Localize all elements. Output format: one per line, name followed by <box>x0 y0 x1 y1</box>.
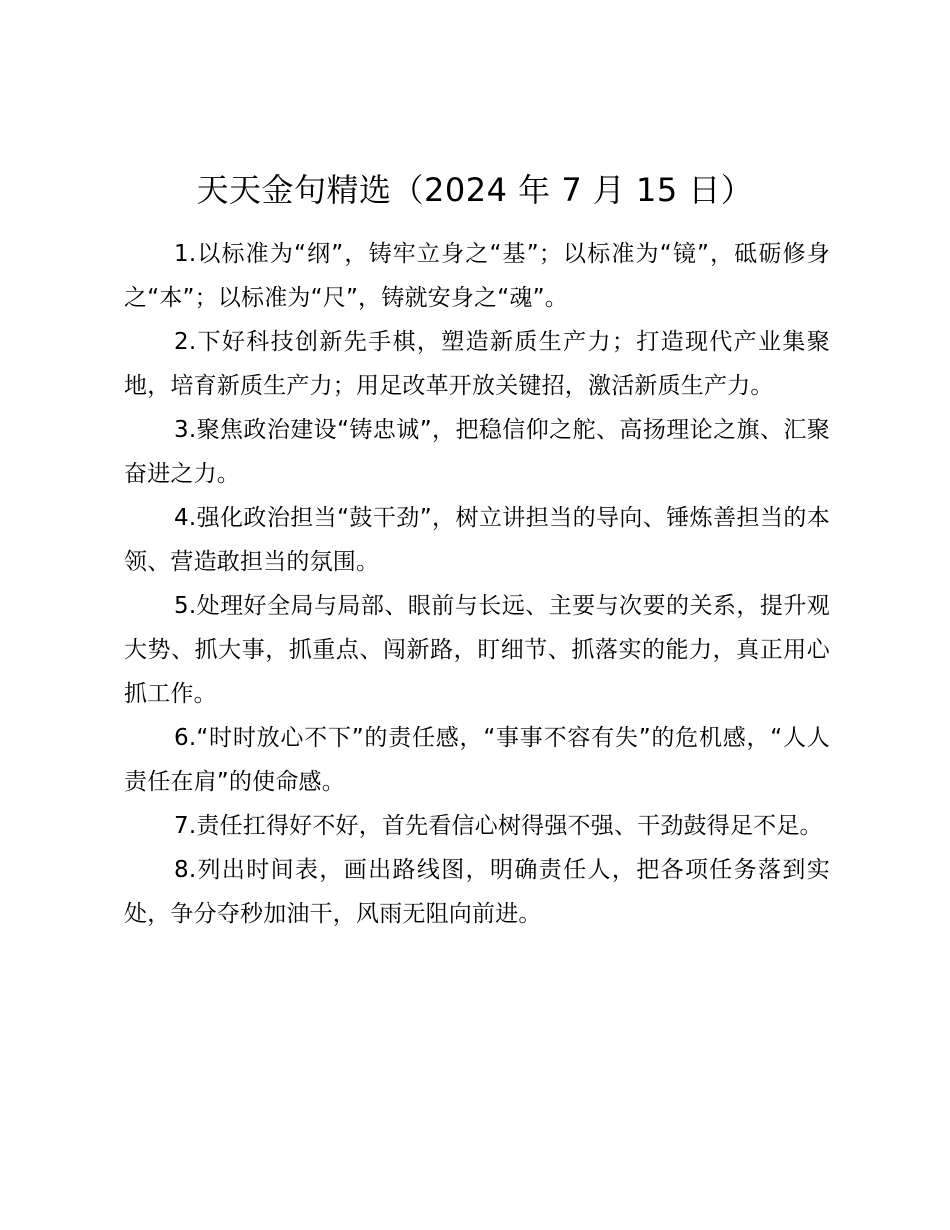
paragraph-2: 2.下好科技创新先手棋，塑造新质生产力；打造现代产业集聚地，培育新质生产力；用足改革开放关键招，激活新质生产力。 <box>124 329 830 399</box>
paragraph-8: 8.列出时间表，画出路线图，明确责任人，把各项任务落到实处，争分夺秒加油干，风雨无阻向前进。 <box>124 857 830 927</box>
paragraph-6: 6.“时时放心不下”的责任感，“事事不容有失”的危机感，“人人责任在肩”的使命感。 <box>124 725 830 795</box>
document-title: 天天金句精选（2024 年 7 月 15 日） <box>196 171 754 209</box>
document-body <box>124 232 830 936</box>
paragraph-4: 4.强化政治担当“鼓干劲”，树立讲担当的导向、锤炼善担当的本领、营造敢担当的氛围。 <box>124 505 830 575</box>
paragraph-1: 1.以标准为“纲”，铸牢立身之“基”；以标准为“镜”，砥砺修身之“本”；以标准为“尺”，铸就安身之“魂”。 <box>124 241 830 311</box>
paragraph-7: 7.责任扛得好不好，首先看信心树得强不强、干劲鼓得足不足。 <box>174 813 823 839</box>
paragraph-3: 3.聚焦政治建设“铸忠诚”，把稳信仰之舵、高扬理论之旗、汇聚奋进之力。 <box>124 417 830 487</box>
paragraph-5: 5.处理好全局与局部、眼前与长远、主要与次要的关系，提升观大势、抓大事，抓重点、闯新路，盯细节、抓落实的能力，真正用心抓工作。 <box>124 593 830 707</box>
